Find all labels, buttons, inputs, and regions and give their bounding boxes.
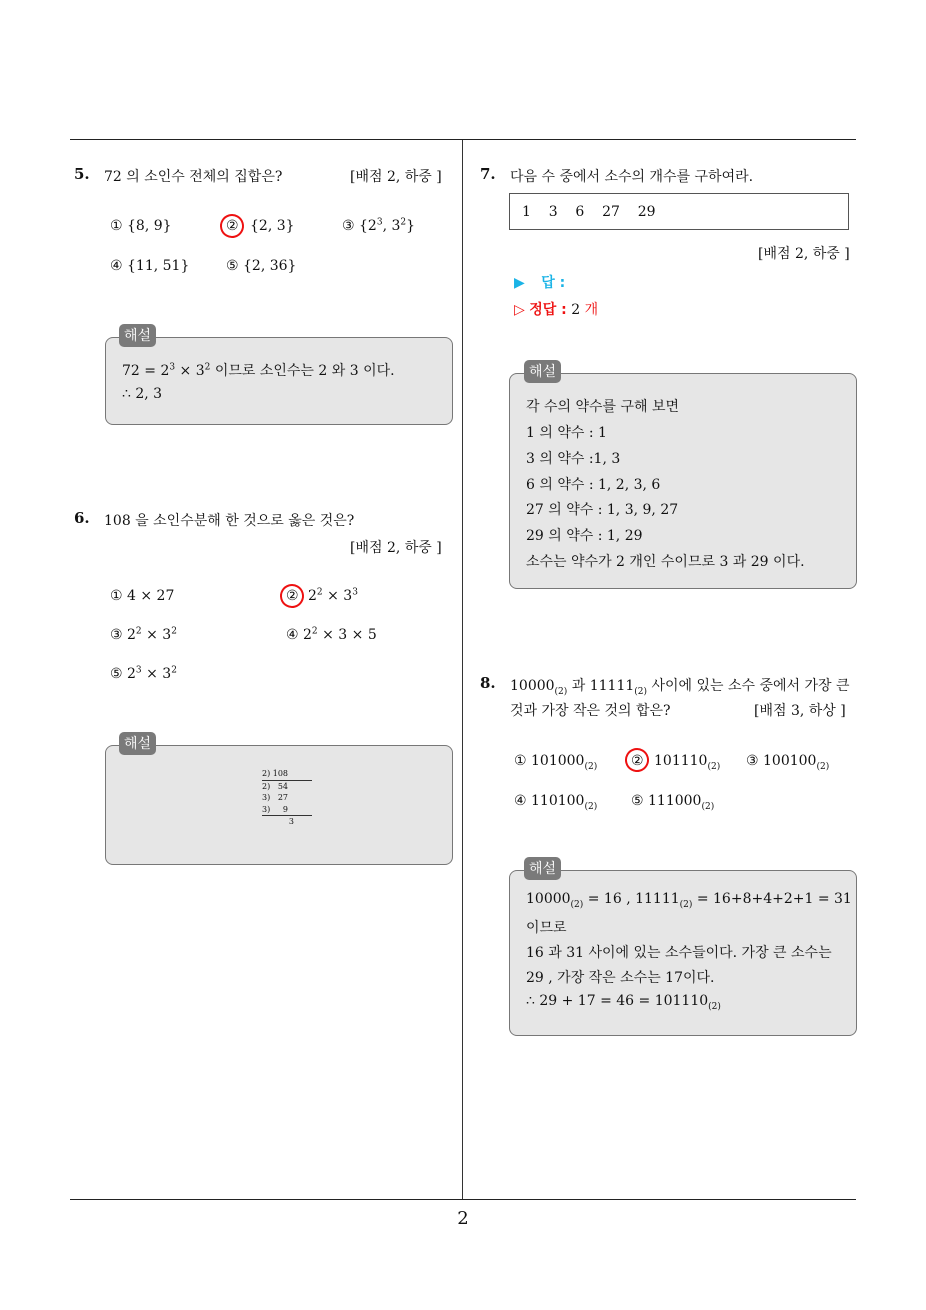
column-divider bbox=[462, 140, 463, 1200]
explanation-line: 29 의 약수 : 1, 29 bbox=[526, 528, 643, 544]
choice-4[interactable]: ④ $2^2 \times 3 \times 5$ bbox=[286, 626, 377, 643]
choice-3[interactable]: ③ $2^2 \times 3^2$ bbox=[110, 626, 177, 643]
division-diagram bbox=[262, 768, 312, 828]
correct-label: 정답 : bbox=[529, 302, 567, 318]
choice-5[interactable]: ⑤ $111000_{(2)}$ bbox=[631, 793, 715, 812]
points-label: [배점 2, 하중 ] bbox=[350, 169, 442, 185]
answer-line[interactable] bbox=[514, 272, 565, 292]
explanation-line: 27 의 약수 : 1, 3, 9, 27 bbox=[526, 502, 679, 518]
choice-5[interactable]: ⑤ {2, 36} bbox=[226, 258, 297, 274]
explanation-line: ∴ 2, 3 bbox=[122, 386, 163, 402]
numbers-box bbox=[509, 193, 849, 230]
explanation-line: $10000_{(2)} = 16$ , $11111_{(2)} = 16+8+4+2+1 = 31$ bbox=[526, 891, 852, 910]
points-label: [배점 3, 하상 ] bbox=[754, 703, 846, 719]
choice-2-mark[interactable]: ② bbox=[631, 753, 644, 769]
explanation-tag: 해설 bbox=[524, 857, 561, 880]
choice-2-mark[interactable]: ② bbox=[286, 588, 299, 604]
points-label: [배점 2, 하중 ] bbox=[758, 246, 850, 262]
outline-triangle-icon: ▷ bbox=[514, 302, 525, 318]
choice-5[interactable]: ⑤ $2^3 \times 3^2$ bbox=[110, 665, 177, 682]
explanation-line: 3 의 약수 :1, 3 bbox=[526, 451, 621, 467]
explanation-tag: 해설 bbox=[119, 732, 156, 755]
top-rule bbox=[70, 139, 856, 140]
bottom-rule bbox=[70, 1199, 856, 1200]
answer-label: 답 : bbox=[541, 275, 566, 291]
numbers-list: 1 3 6 27 29 bbox=[522, 204, 656, 220]
page-number: 2 bbox=[457, 1208, 469, 1229]
triangle-icon: ▶ bbox=[514, 275, 525, 291]
question-number: 8. bbox=[480, 674, 496, 692]
choice-3[interactable]: ③ {$2^3$, $3^2$} bbox=[342, 217, 416, 234]
explanation-line: $72 = 2^3 \times 3^2$ 이므로 소인수는 2 와 3 이다. bbox=[122, 362, 395, 379]
explanation-line: 각 수의 약수를 구해 보면 bbox=[526, 399, 680, 415]
explanation-box bbox=[509, 373, 857, 589]
explanation-box bbox=[105, 337, 453, 425]
choice-3[interactable]: ③ $100100_{(2)}$ bbox=[746, 753, 830, 772]
question-number: 6. bbox=[74, 509, 90, 527]
explanation-line: 이므로 bbox=[526, 920, 567, 936]
division-step: 3) 9 bbox=[262, 804, 312, 817]
explanation-line: 소수는 약수가 2 개인 수이므로 3 과 29 이다. bbox=[526, 554, 805, 570]
points-label: [배점 2, 하중 ] bbox=[350, 540, 442, 556]
choice-1[interactable]: ① 4 × 27 bbox=[110, 588, 175, 604]
explanation-line: 29 , 가장 작은 소수는 17이다. bbox=[526, 970, 715, 986]
correct-unit: 개 bbox=[584, 302, 599, 318]
explanation-box bbox=[105, 745, 453, 865]
question-text: 108 을 소인수분해 한 것으로 옳은 것은? bbox=[104, 513, 355, 529]
explanation-box bbox=[509, 870, 857, 1036]
question-text-line2: 것과 가장 작은 것의 합은? bbox=[510, 703, 671, 719]
division-result: 3 bbox=[288, 817, 294, 826]
question-number: 7. bbox=[480, 165, 496, 183]
explanation-tag: 해설 bbox=[119, 324, 156, 347]
question-text: 72 의 소인수 전체의 집합은? bbox=[104, 169, 283, 185]
choice-2[interactable]: {2, 3} bbox=[250, 218, 295, 234]
division-step: 3) 27 bbox=[262, 793, 289, 802]
choice-2[interactable]: $2^2 \times 3^3$ bbox=[308, 587, 358, 604]
division-step: 2) 54 bbox=[262, 781, 289, 791]
choice-4[interactable]: ④ $110100_{(2)}$ bbox=[514, 793, 598, 812]
question-5 bbox=[74, 165, 90, 183]
division-step: 2) 108 bbox=[262, 768, 312, 781]
explanation-tag: 해설 bbox=[524, 360, 561, 383]
choice-4[interactable]: ④ {11, 51} bbox=[110, 258, 190, 274]
question-number: 5. bbox=[74, 165, 90, 183]
explanation-line: 16 과 31 사이에 있는 소수들이다. 가장 큰 소수는 bbox=[526, 945, 832, 961]
choice-1[interactable]: ① $101000_{(2)}$ bbox=[514, 753, 598, 772]
question-text: 다음 수 중에서 소수의 개수를 구하여라. bbox=[510, 169, 754, 185]
correct-answer-line bbox=[514, 299, 598, 319]
choice-2[interactable]: $101110_{(2)}$ bbox=[654, 753, 721, 772]
choice-2-mark[interactable]: ② bbox=[226, 218, 239, 234]
explanation-line: ∴ $29 + 17 = 46 = 101110_{(2)}$ bbox=[526, 993, 721, 1012]
correct-value: 2 bbox=[571, 302, 581, 318]
explanation-line: 1 의 약수 : 1 bbox=[526, 425, 607, 441]
question-text: $10000_{(2)}$ 과 $11111_{(2)}$ 사이에 있는 소수 중에서 가장 큰 bbox=[510, 678, 850, 697]
choice-1[interactable]: ① {8, 9} bbox=[110, 218, 172, 234]
explanation-line: 6 의 약수 : 1, 2, 3, 6 bbox=[526, 477, 661, 493]
